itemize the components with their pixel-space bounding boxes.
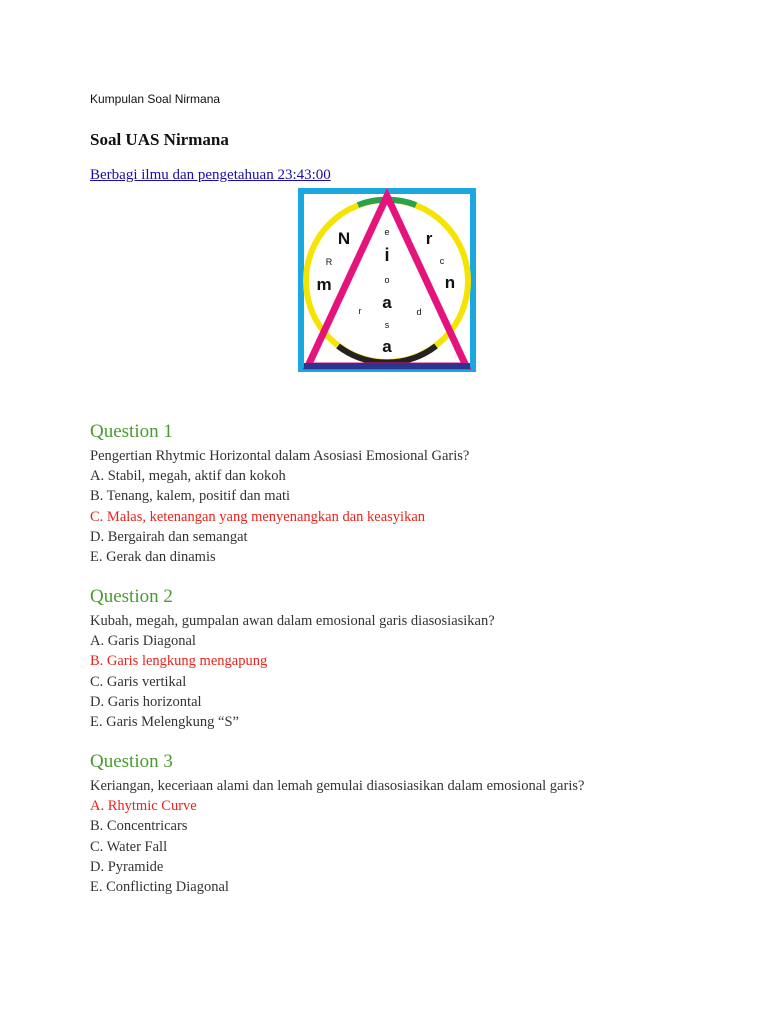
question-text: Kubah, megah, gumpalan awan dalam emosional garis diasosiasikan? — [90, 613, 495, 629]
answer-option-correct: B. Garis lengkung mengapung — [90, 653, 268, 670]
logo-letter-m: m — [316, 275, 332, 294]
answer-option: C. Garis vertikal — [90, 673, 187, 690]
post-title: Soal UAS Nirmana — [90, 130, 229, 149]
answer-option: C. Water Fall — [90, 838, 168, 855]
answer-option: E. Gerak dan dinamis — [90, 549, 216, 566]
answer-option: E. Garis Melengkung “S” — [90, 714, 239, 731]
answer-option: A. Stabil, megah, aktif dan kokoh — [90, 468, 286, 485]
question-text: Pengertian Rhytmic Horizontal dalam Asosiasi Emosional Garis? — [90, 448, 470, 464]
logo-small-c: c — [439, 256, 445, 266]
logo-small-r: r — [358, 306, 362, 316]
question-block-2 — [90, 585, 730, 732]
question-text: Keriangan, keceriaan alami dan lemah gemulai diasosiasikan dalam emosional garis? — [90, 778, 585, 794]
logo-letter-a1: a — [382, 293, 392, 312]
logo-small-R: R — [325, 257, 333, 267]
logo-letter-n: n — [444, 273, 456, 292]
question-block-3 — [90, 750, 730, 897]
author-date-link[interactable]: Berbagi ilmu dan pengetahuan 23:43:00 — [90, 167, 331, 183]
logo-small-s: s — [384, 320, 390, 330]
answer-option-correct: A. Rhytmic Curve — [90, 798, 197, 815]
answer-option: B. Tenang, kalem, positif dan mati — [90, 488, 291, 505]
logo-letter-a2: a — [382, 337, 392, 356]
question-title: Question 3 — [90, 751, 173, 772]
answer-option: D. Pyramide — [90, 858, 164, 875]
blog-name: Kumpulan Soal Nirmana — [90, 92, 221, 106]
logo-small-e: e — [384, 227, 390, 237]
question-title: Question 2 — [90, 586, 173, 607]
logo-letter-i: i — [384, 245, 390, 265]
answer-option: A. Garis Diagonal — [90, 633, 196, 650]
logo-letter-r: r — [425, 229, 433, 248]
logo-small-d: d — [416, 307, 422, 317]
logo-letter-N: N — [337, 229, 351, 248]
answer-option: D. Garis horizontal — [90, 693, 202, 710]
answer-option: E. Conflicting Diagonal — [90, 879, 229, 896]
answer-option: D. Bergairah dan semangat — [90, 528, 248, 545]
question-block-1 — [90, 420, 730, 567]
answer-option-correct: C. Malas, ketenangan yang menyenangkan dan keasyikan — [90, 508, 426, 525]
question-title: Question 1 — [90, 421, 173, 442]
logo-small-o: o — [384, 275, 390, 285]
answer-option: B. Concentricars — [90, 818, 188, 835]
nirmana-logo — [298, 188, 476, 372]
